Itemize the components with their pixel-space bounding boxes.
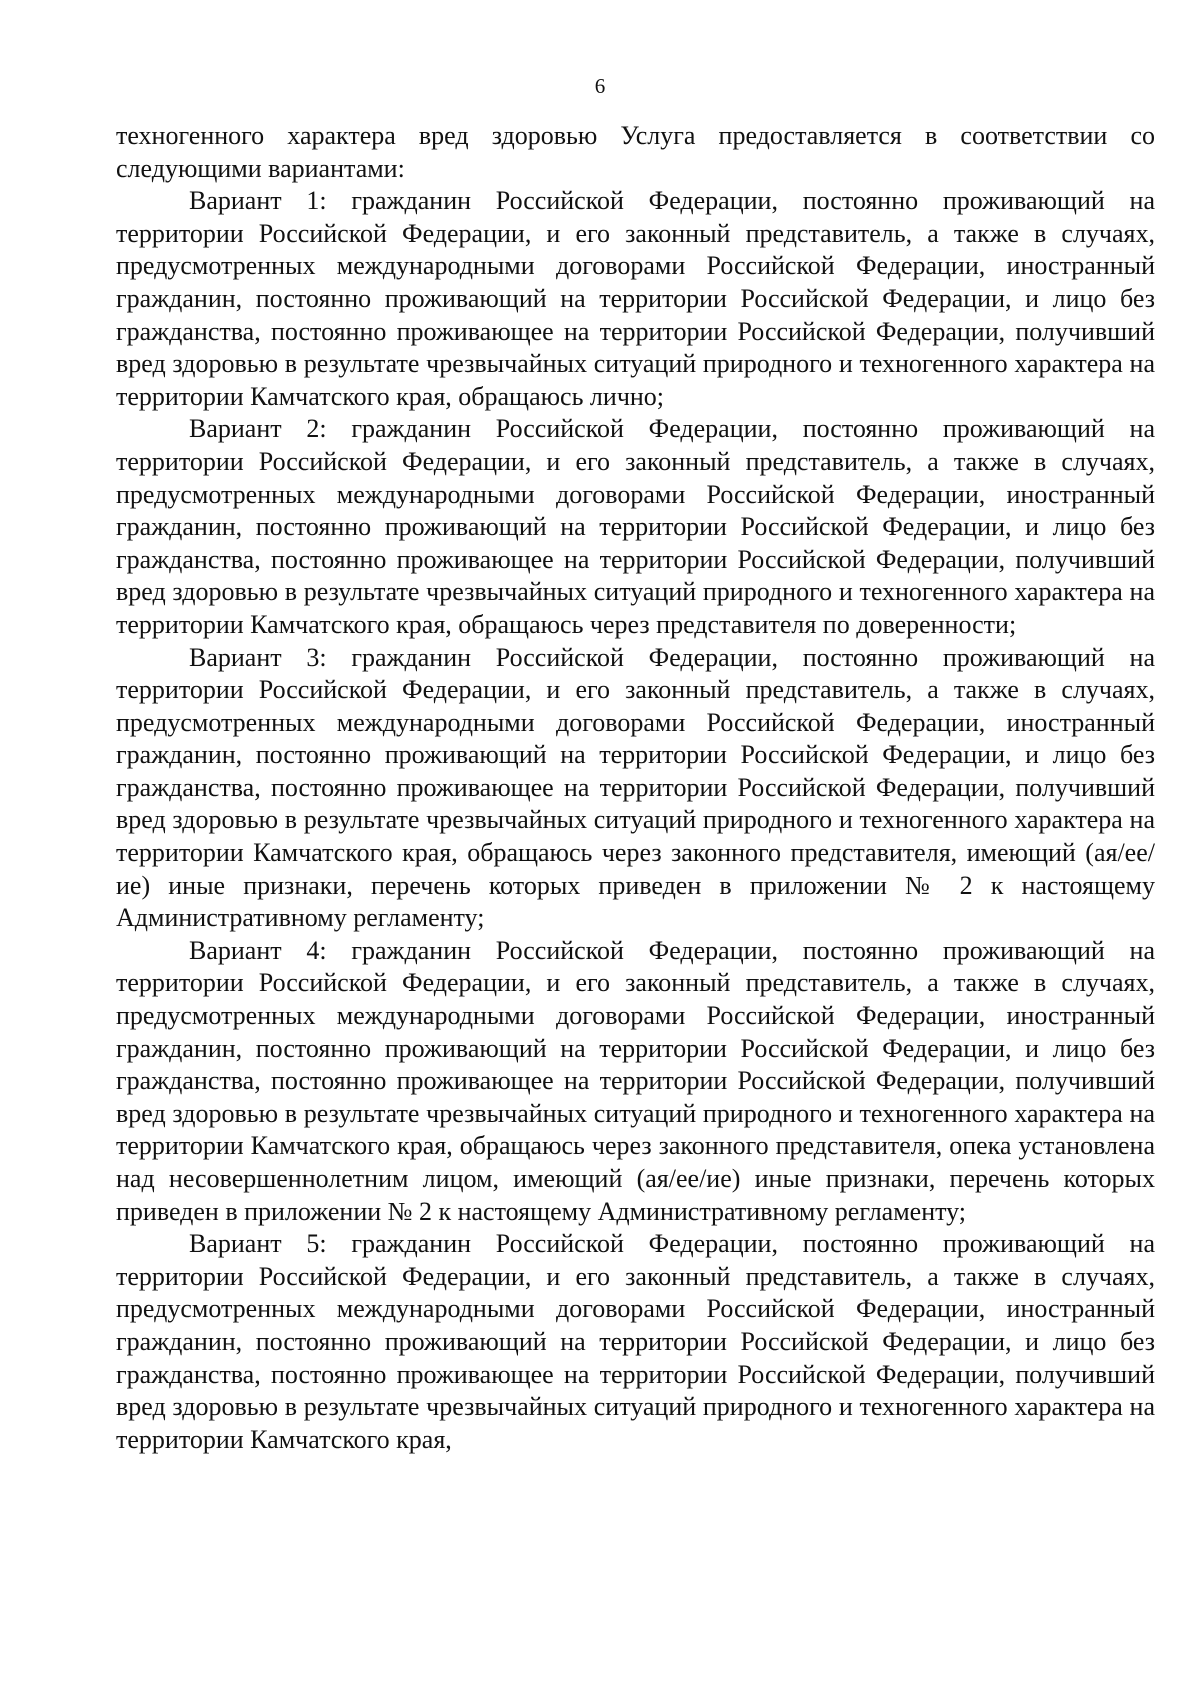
intro-paragraph: техногенного характера вред здоровью Услуга предоставляется в соответствии со следующими вариантами: <box>116 121 1155 183</box>
variant-4-paragraph: Вариант 4: гражданин Российской Федерации, постоянно проживающий на территории Российской Федерации, и его законный представитель, а также в случаях, предусмотренных международными договорами Российской Федерации, иностранный гражданин, постоянно проживающий на территории Российской Федерации, и лицо без гражданства, постоянно проживающее на территории Российской Федерации, получивший вред здоровью в результате чрезвычайных ситуаций природного и техногенного характера на территории Камчатского края, обращаюсь через законного представителя, опека установлена над несовершеннолетним лицом, имеющий (ая/ее/ие) иные признаки, перечень которых приведен в приложении № 2 к настоящему Административному регламенту; <box>116 935 1155 1226</box>
variant-1-paragraph: Вариант 1: гражданин Российской Федерации, постоянно проживающий на территории Российской Федерации, и его законный представитель, а также в случаях, предусмотренных международными договорами Российской Федерации, иностранный гражданин, постоянно проживающий на территории Российской Федерации, и лицо без гражданства, постоянно проживающее на территории Российской Федерации, получивший вред здоровью в результате чрезвычайных ситуаций природного и техногенного характера на территории Камчатского края, обращаюсь лично; <box>116 186 1155 411</box>
variant-2-paragraph: Вариант 2: гражданин Российской Федерации, постоянно проживающий на территории Российской Федерации, и его законный представитель, а также в случаях, предусмотренных международными договорами Российской Федерации, иностранный гражданин, постоянно проживающий на территории Российской Федерации, и лицо без гражданства, постоянно проживающее на территории Российской Федерации, получивший вред здоровью в результате чрезвычайных ситуаций природного и техногенного характера на территории Камчатского края, обращаюсь через представителя по доверенности; <box>116 414 1155 639</box>
variant-3-paragraph: Вариант 3: гражданин Российской Федерации, постоянно проживающий на территории Российской Федерации, и его законный представитель, а также в случаях, предусмотренных международными договорами Российской Федерации, иностранный гражданин, постоянно проживающий на территории Российской Федерации, и лицо без гражданства, постоянно проживающее на территории Российской Федерации, получивший вред здоровью в результате чрезвычайных ситуаций природного и техногенного характера на территории Камчатского края, обращаюсь через законного представителя, имеющий (ая/ее/ие) иные признаки, перечень которых приведен в приложении № 2 к настоящему Административному регламенту; <box>116 642 1155 933</box>
document-body <box>116 120 1155 1456</box>
page-number: 6 <box>594 74 606 98</box>
variant-5-paragraph: Вариант 5: гражданин Российской Федерации, постоянно проживающий на территории Российской Федерации, и его законный представитель, а также в случаях, предусмотренных международными договорами Российской Федерации, иностранный гражданин, постоянно проживающий на территории Российской Федерации, и лицо без гражданства, постоянно проживающее на территории Российской Федерации, получивший вред здоровью в результате чрезвычайных ситуаций природного и техногенного характера на территории Камчатского края, <box>116 1229 1155 1454</box>
